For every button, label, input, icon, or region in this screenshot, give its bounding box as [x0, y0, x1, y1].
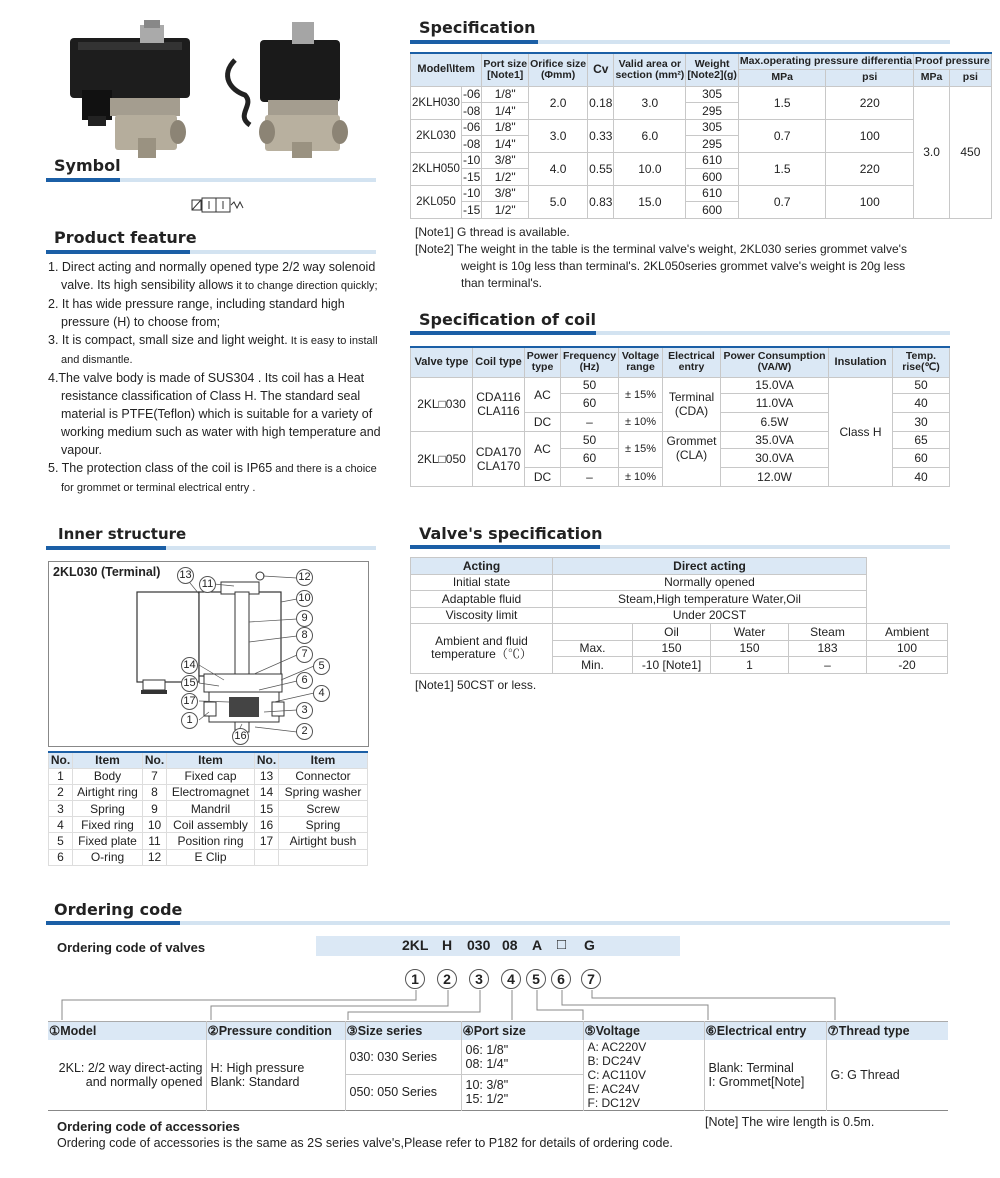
col-header: No. [143, 752, 167, 768]
valve-symbol-icon [188, 196, 248, 214]
code-part: H [442, 937, 453, 953]
callout-16: 16 [232, 728, 249, 745]
code-part: 08 [502, 937, 518, 953]
table-row: Viscosity limit Under 20CST [411, 607, 948, 624]
callout-11: 11 [199, 576, 216, 593]
spec-note2-cont: weight is 10g less than terminal's. 2KL050series grommet valve's weight is 20g less [461, 259, 906, 273]
ordering-title: Ordering code [54, 900, 183, 919]
coil-title: Specification of coil [419, 310, 596, 329]
col-header: Power Consumption (VA/W) [721, 347, 829, 377]
callout-1: 1 [181, 712, 198, 729]
callout-7: 7 [296, 646, 313, 663]
code-circle: 4 [501, 969, 521, 989]
callout-3: 3 [296, 702, 313, 719]
code-part: A [532, 937, 543, 953]
col-header: Model\Item [411, 53, 482, 86]
col-header: No. [49, 752, 73, 768]
symbol-bar [46, 178, 376, 182]
callout-14: 14 [181, 657, 198, 674]
col-header: Power type [525, 347, 561, 377]
code-circle: 1 [405, 969, 425, 989]
col-header: ②Pressure condition [206, 1022, 345, 1040]
table-row: DC – ± 10% 12.0W 40 [411, 467, 950, 486]
specification-table [410, 52, 992, 219]
col-header: Valve type [411, 347, 473, 377]
callout-10: 10 [296, 590, 313, 607]
col-header: Item [279, 752, 368, 768]
col-header: Valid area or section (mm²) [614, 53, 686, 86]
code-circle: 6 [551, 969, 571, 989]
callout-12: 12 [296, 569, 313, 586]
table-row: Acting Direct acting [411, 558, 948, 575]
spec-notes [415, 224, 955, 292]
col-header: Port size [Note1] [482, 53, 529, 86]
table-row: 60 30.0VA 60 [411, 448, 950, 467]
col-header: Max.operating pressure differentia [738, 53, 913, 70]
callout-6: 6 [296, 672, 313, 689]
col-header: Proof pressure [914, 53, 992, 70]
spec-note1: [Note1] G thread is available. [415, 225, 570, 239]
table-row: -15 1/2" 600 [411, 169, 992, 186]
table-row: 4 Fixed ring 10 Coil assembly 16 Spring [49, 817, 368, 833]
callout-13: 13 [177, 567, 194, 584]
inner-structure-diagram [48, 561, 369, 747]
table-row: Initial state Normally opened [411, 574, 948, 591]
product-photo [60, 20, 380, 165]
col-header: MPa [914, 70, 950, 87]
table-row: 2KL050 -10 3/8" 5.0 0.83 15.0 610 0.7 100 [411, 185, 992, 202]
col-header: Frequency (Hz) [561, 347, 619, 377]
table-row: 050: 050 Series 10: 3/8" 15: 1/2" [48, 1075, 948, 1110]
col-header: psi [950, 70, 992, 87]
feature-item: 1. Direct acting and normally opened type 2/2 way solenoid valve. Its high sensibility allows it to change direction quickly; [48, 260, 378, 292]
coil-bar [410, 331, 950, 335]
feature-list [48, 258, 386, 497]
col-header: Item [73, 752, 143, 768]
accessories-note: [Note] The wire length is 0.5m. [705, 1115, 875, 1129]
table-row: -15 1/2" 600 [411, 202, 992, 219]
spec-title: Specification [419, 18, 536, 37]
col-header: psi [826, 70, 914, 87]
inner-title: Inner structure [58, 525, 187, 543]
callout-2: 2 [296, 723, 313, 740]
table-row: 3 Spring 9 Mandril 15 Screw [49, 801, 368, 817]
code-part: □ [557, 936, 567, 953]
col-header: Orifice size (Φmm) [529, 53, 588, 86]
accessories-text: Ordering code of accessories is the same as 2S series valve's,Please refer to P182 for details of ordering code. [57, 1136, 673, 1150]
callout-15: 15 [181, 675, 198, 692]
col-header: Item [167, 752, 255, 768]
callout-9: 9 [296, 610, 313, 627]
feature-item: 4.The valve body is made of SUS304 . Its coil has a Heat resistance classification of Class H. The standard seal material is PTFE(Teflon) which is suitable for a variety of working medium such as water with high temperature and vapour. [48, 371, 381, 457]
col-header: ⑦Thread type [827, 1024, 910, 1039]
valve-title: Valve's specification [419, 524, 603, 543]
code-example [316, 937, 680, 957]
col-header: Voltage range [619, 347, 663, 377]
valve-spec-table [410, 557, 948, 674]
symbol-title: Symbol [54, 156, 121, 175]
col-header: Coil type [473, 347, 525, 377]
table-row: 5 Fixed plate 11 Position ring 17 Airtight bush [49, 833, 368, 849]
table-row: 1 Body 7 Fixed cap 13 Connector [49, 768, 368, 784]
col-header: Weight [Note2](g) [686, 53, 739, 86]
col-header: Insulation [829, 347, 893, 377]
spec-note2: [Note2] The weight in the table is the terminal valve's weight, 2KL030 series grommet valve's [415, 242, 907, 256]
table-row: 6 O-ring 12 E Clip [49, 849, 368, 865]
ordering-code-table [48, 1021, 948, 1111]
code-circle: 7 [581, 969, 601, 989]
feature-item: 2. It has wide pressure range, including standard high pressure (H) to choose from; [48, 297, 345, 329]
table-row: 2KL030 -06 1/8" 3.0 0.33 6.0 305 0.7 100 [411, 119, 992, 136]
table-row: 2KLH050 -10 3/8" 4.0 0.55 10.0 610 1.5 220 [411, 152, 992, 169]
spec-note2-cont: than terminal's. [461, 276, 542, 290]
col-header: ①Model [48, 1022, 206, 1040]
feature-bar [46, 250, 376, 254]
code-circle: 2 [437, 969, 457, 989]
table-row: Min. -10 [Note1] 1 – -20 [411, 657, 948, 674]
accessories-title: Ordering code of accessories [57, 1119, 240, 1134]
callout-8: 8 [296, 627, 313, 644]
table-row: Adaptable fluid Steam,High temperature Water,Oil [411, 591, 948, 608]
table-row: 2 Airtight ring 8 Electromagnet 14 Spring washer [49, 784, 368, 800]
feature-item: 5. The protection class of the coil is IP65 and there is a choice for grommet or terminal electrical entry . [48, 461, 377, 494]
col-header: ⑥Electrical entry [704, 1022, 826, 1040]
col-header: Cv [588, 53, 614, 86]
callout-5: 5 [313, 658, 330, 675]
feature-item: 3. It is compact, small size and light weight. It is easy to install and dismantle. [48, 333, 378, 366]
diagram-caption: 2KL030 (Terminal) [53, 565, 161, 579]
callout-4: 4 [313, 685, 330, 702]
parts-table [48, 751, 368, 866]
code-part: 030 [467, 937, 491, 953]
col-header: ③Size series [345, 1022, 461, 1040]
table-row: -08 1/4" 295 [411, 136, 992, 153]
inner-bar [46, 546, 376, 550]
coil-table [410, 346, 950, 487]
feature-title: Product feature [54, 228, 197, 247]
table-row: 2KL: 2/2 way direct-acting and normally opened H: High pressure Blank: Standard 030: 030 Series 06: 1/8" 08: 1/4" A: AC220V B: DC24V C: AC110V E: AC24V F: DC12V Blank: Terminal I: Grommet[Note] G: G Thread [48, 1040, 948, 1075]
code-part: 2KL [402, 937, 429, 953]
spec-bar [410, 40, 950, 44]
table-row: Max. 150 150 183 100 [411, 640, 948, 657]
table-row: 2KLH030 -06 1/8" 2.0 0.18 3.0 305 1.5 220 3.0 450 [411, 86, 992, 103]
valves-code-label: Ordering code of valves [57, 940, 206, 955]
table-row: -08 1/4" 295 [411, 103, 992, 120]
valve-note: [Note1] 50CST or less. [415, 678, 537, 692]
col-header: ⑤Voltage [583, 1022, 704, 1040]
table-row: 60 11.0VA 40 [411, 394, 950, 413]
code-circle: 5 [526, 969, 546, 989]
code-circles [405, 969, 605, 991]
col-header: No. [255, 752, 279, 768]
code-part: G [584, 937, 595, 953]
valve-bar [410, 545, 950, 549]
callout-17: 17 [181, 693, 198, 710]
table-row: 2KL□050 CDA170 CLA170 AC 50 ± 15% Grommet (CLA) 35.0VA 65 [411, 432, 950, 449]
ordering-bar [46, 921, 950, 925]
col-header: MPa [738, 70, 826, 87]
code-circle: 3 [469, 969, 489, 989]
col-header: Electrical entry [663, 347, 721, 377]
col-header: Temp. rise(℃) [893, 347, 950, 377]
table-row: Ambient and fluid temperature（℃） Oil Water Steam Ambient [411, 624, 948, 641]
table-row: 2KL□030 CDA116 CLA116 AC 50 ± 15% Terminal (CDA) 15.0VA Class H 50 [411, 377, 950, 394]
col-header: ④Port size [461, 1022, 583, 1040]
table-row: DC – ± 10% 6.5W 30 [411, 413, 950, 432]
